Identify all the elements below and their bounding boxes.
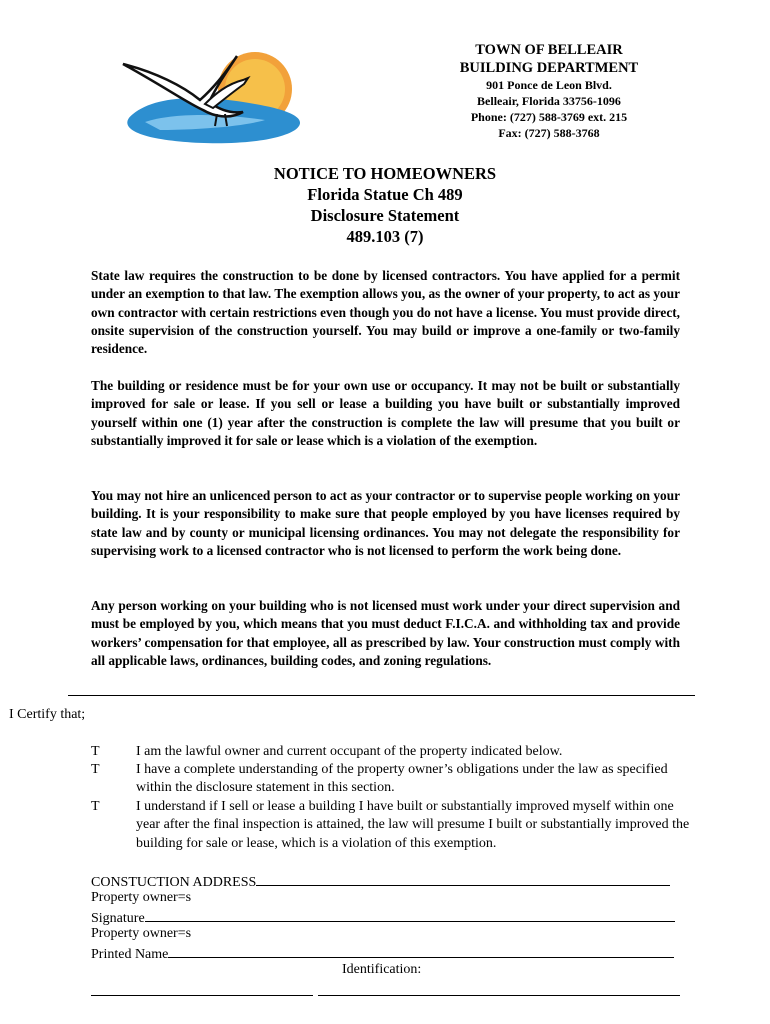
owner-label-1: Property owner=s [91, 890, 192, 905]
certify-text: I have a complete understanding of the property owner’s obligations under the law as specified within the disclosure statement in this section. [136, 762, 668, 796]
title-line-1: NOTICE TO HOMEOWNERS [273, 164, 497, 183]
printed-name-line[interactable] [168, 943, 674, 958]
title-line-2: Florida Statue Ch 489 [307, 185, 463, 204]
street-address: 901 Ponce de Leon Blvd. [486, 78, 612, 92]
printed-name-field-row [91, 943, 674, 964]
fax-number: Fax: (727) 588-3768 [498, 126, 600, 140]
paragraph-2: The building or residence must be for your own use or occupancy. It may not be built or substantially improved for sale or lease. If you sell or lease a building you have built or substantially improved yourself within one (1) year after the construction is complete the law will presume that you built or substantially improved it for sale or lease which is a violation of the exemption. [91, 378, 680, 448]
certify-mark: T [91, 744, 100, 759]
certify-text: I am the lawful owner and current occupant of the property indicated below. [136, 744, 563, 759]
date-line[interactable] [91, 995, 313, 996]
paragraph-3: You may not hire an unlicenced person to act as your contractor or to supervise people working on your building. It is your responsibility to make sure that people employed by you have licenses required by state law and by county or municipal licensing ordinances. You may not delegate the responsibility for supervising work to a licensed contractor who is not licensed to perform the work being done. [91, 488, 680, 558]
department-header [410, 41, 688, 141]
certify-mark: T [91, 762, 100, 777]
title-line-4: 489.103 (7) [346, 227, 424, 246]
paragraph-4: Any person working on your building who is not licensed must work under your direct supervision and must be employed by you, which means that you must deduct F.I.C.A. and withholding tax and provide workers’ compensation for that employee, all as prescribed by law. Your construction must comply with all applicable laws, ordinances, building codes, and zoning regulations. [91, 598, 680, 668]
city-address: Belleair, Florida 33756-1096 [477, 94, 621, 108]
owner-label-2: Property owner=s [91, 926, 192, 941]
title-line-3: Disclosure Statement [310, 206, 460, 225]
certify-mark: T [91, 799, 100, 814]
department-name: BUILDING DEPARTMENT [459, 60, 639, 76]
identification-label: Identification: [342, 962, 422, 977]
phone-number: Phone: (727) 588-3769 ext. 215 [470, 110, 628, 124]
address-label: CONSTUCTION ADDRESS [91, 875, 257, 890]
notice-title [150, 163, 620, 247]
certify-text: I understand if I sell or lease a building I have built or substantially improved myself within one year after the final inspection is attained, the law will presume I built or substantially improved the building for sale or lease, which is a violation of this exemption. [136, 799, 690, 851]
printed-name-label: Printed Name [91, 947, 169, 962]
certify-heading: I Certify that; [9, 707, 86, 722]
town-seal-logo [105, 34, 320, 146]
address-line[interactable] [256, 871, 670, 886]
identification-line[interactable] [318, 995, 680, 996]
section-divider [68, 695, 695, 696]
town-name: TOWN OF BELLEAIR [475, 42, 623, 58]
paragraph-1: State law requires the construction to be done by licensed contractors. You have applied for a permit under an exemption to that law. The exemption allows you, as the owner of your property, to act as your own contractor with certain restrictions even though you do not have a license. You must provide direct, onsite supervision of the construction yourself. You may build or improve a one-family or two-family residence. [91, 268, 680, 357]
signature-line[interactable] [145, 907, 675, 922]
signature-label: Signature [91, 911, 145, 926]
